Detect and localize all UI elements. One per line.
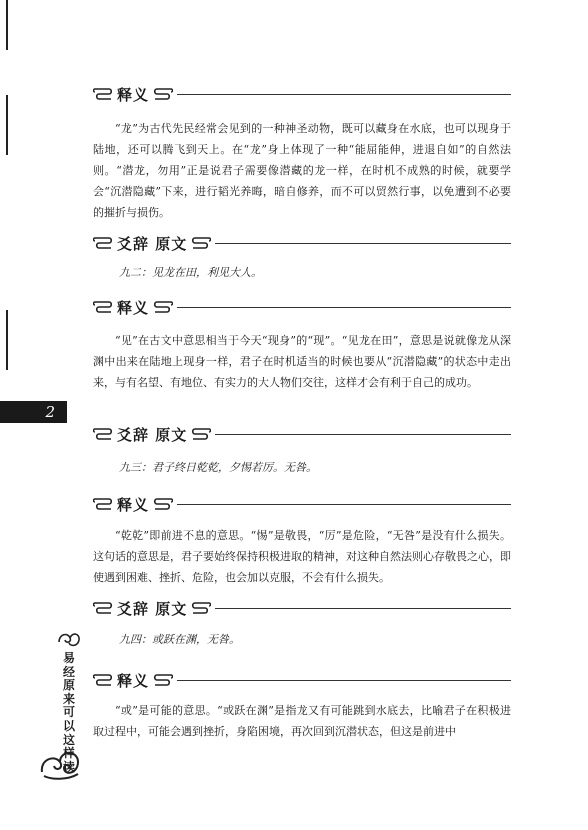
scroll-ornament-icon (93, 672, 113, 688)
scroll-ornament-icon (93, 86, 113, 102)
section-heading (93, 669, 511, 691)
heading-rule (177, 94, 511, 95)
cloud-ornament-icon (56, 628, 82, 650)
section-heading-label: 释义 (117, 671, 150, 690)
heading-rule (215, 608, 511, 609)
scroll-ornament-icon (93, 426, 113, 442)
section-heading (93, 296, 511, 318)
book-title-vertical: 易经原来可以这样读 (62, 651, 75, 774)
explanation-paragraph: “龙”为古代先民经常会见到的一种神圣动物，既可以藏身在水底，也可以现身于陆地，还可以腾飞到天上。在“龙”身上体现了一种“能屈能伸，进退自如”的自然法则。“潜龙，勿用”正是说君子需要像潜藏的龙一样，在时机不成熟的时候，就要学会“沉潜隐藏”下来，进行韬光养晦，暗自修养，而不可以贸然行事，以免遭到不必要的摧折与损伤。 (93, 122, 511, 219)
scroll-ornament-icon (93, 235, 113, 251)
heading-rule (177, 307, 511, 308)
section-heading-label: 爻辞 原文 (117, 234, 188, 253)
heading-rule (215, 243, 511, 244)
section-heading-label: 释义 (117, 495, 150, 514)
scroll-ornament-icon (153, 672, 173, 688)
section-heading (93, 83, 511, 105)
page-number-tab (0, 401, 67, 423)
cloud-ornament-icon (38, 742, 84, 782)
section-heading-label: 释义 (117, 85, 150, 104)
section-heading-label: 释义 (117, 298, 150, 317)
page-number: 2 (45, 403, 55, 421)
scroll-ornament-icon (93, 299, 113, 315)
section-heading (93, 597, 511, 619)
margin-bar-top (6, 0, 8, 50)
scroll-ornament-icon (153, 299, 173, 315)
section-heading-label: 爻辞 原文 (117, 599, 188, 618)
margin-bar-low (6, 310, 8, 370)
heading-rule (177, 680, 511, 681)
scroll-ornament-icon (191, 600, 211, 616)
scroll-ornament-icon (93, 600, 113, 616)
verse-text: 九四：或跃在渊，无咎。 (119, 633, 240, 646)
scroll-ornament-icon (153, 496, 173, 512)
section-heading (93, 423, 511, 445)
explanation-paragraph: “或”是可能的意思。“或跃在渊”是指龙又有可能跳到水底去，比喻君子在积极进取过程中，可能会遇到挫折，身陷困境，再次回到沉潜状态，但这是前进中 (93, 704, 511, 738)
scroll-ornament-icon (93, 496, 113, 512)
scroll-ornament-icon (191, 235, 211, 251)
explanation-paragraph: “乾乾”即前进不息的意思。“惕”是敬畏，“厉”是危险，“无咎”是没有什么损失。这句话的意思是，君子要始终保持积极进取的精神，对这种自然法则心存敬畏之心，即使遇到困难、挫折、危险，也会加以克服，不会有什么损失。 (93, 529, 511, 584)
scroll-ornament-icon (153, 86, 173, 102)
section-heading-label: 爻辞 原文 (117, 425, 188, 444)
scroll-ornament-icon (191, 426, 211, 442)
section-heading (93, 232, 511, 254)
verse-text: 九二：见龙在田，利见大人。 (119, 266, 262, 279)
verse-text: 九三：君子终日乾乾，夕惕若厉。无咎。 (119, 461, 317, 474)
explanation-paragraph: “见”在古文中意思相当于今天“现身”的“现”。“见龙在田”，意思是说就像龙从深渊中出来在陆地上现身一样，君子在时机适当的时候也要从“沉潜隐藏”的状态中走出来，与有名望、有地位、有实力的大人物们交往，这样才会有利于自己的成功。 (93, 334, 511, 389)
heading-rule (177, 504, 511, 505)
section-heading (93, 493, 511, 515)
margin-bar-mid (6, 95, 8, 155)
heading-rule (215, 434, 511, 435)
